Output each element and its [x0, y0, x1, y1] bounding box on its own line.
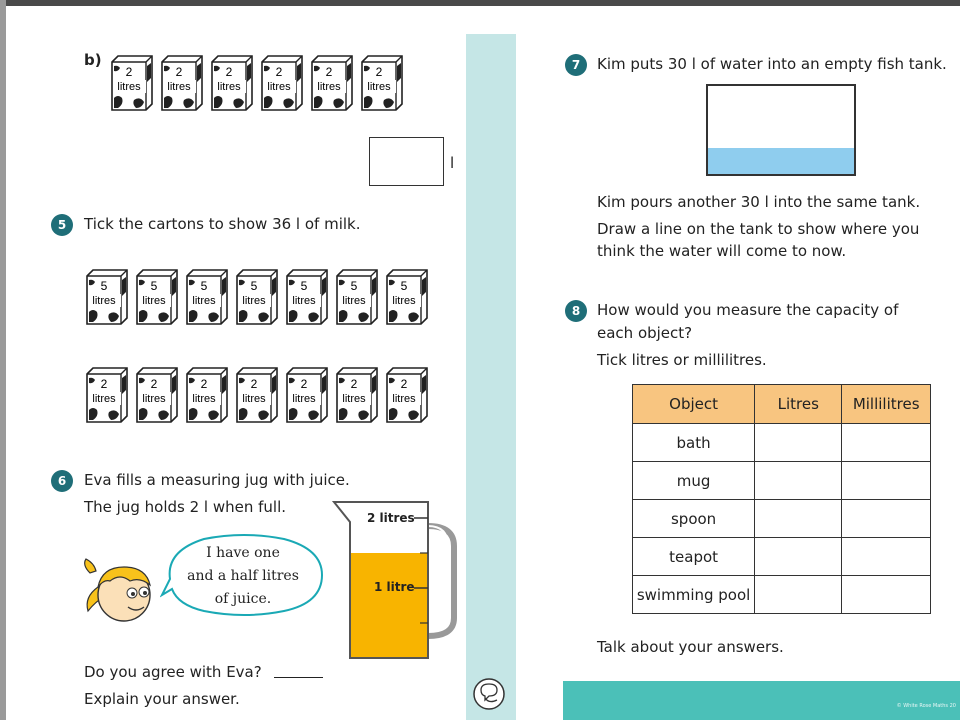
litres-tick-cell[interactable]	[755, 538, 842, 576]
milk-carton[interactable]	[310, 54, 354, 112]
object-cell: swimming pool	[633, 576, 755, 614]
milk-carton[interactable]	[185, 268, 229, 326]
carton-unit-label: litres	[92, 393, 116, 405]
header-litres: Litres	[755, 385, 842, 424]
speech-line-2: and a half litres	[187, 568, 299, 584]
millilitres-tick-cell[interactable]	[842, 538, 931, 576]
carton-unit-label: litres	[192, 393, 216, 405]
milk-carton-icon	[360, 54, 404, 112]
milk-carton[interactable]	[210, 54, 254, 112]
object-cell: spoon	[633, 500, 755, 538]
carton-unit-label: litres	[267, 81, 291, 93]
object-cell: teapot	[633, 538, 755, 576]
answer-box-litres[interactable]	[369, 137, 444, 186]
carton-value-label: 2	[200, 377, 208, 391]
question-6-line1: Eva fills a measuring jug with juice.	[84, 471, 350, 489]
question-number-5: 5	[51, 214, 73, 236]
milk-carton[interactable]	[385, 268, 429, 326]
carton-value-label: 2	[325, 65, 333, 79]
milk-carton-icon	[260, 54, 304, 112]
carton-unit-label: litres	[292, 393, 316, 405]
millilitres-tick-cell[interactable]	[842, 500, 931, 538]
jug-2-litres-label: 2 litres	[367, 511, 415, 525]
carton-unit-label: litres	[217, 81, 241, 93]
table-row	[633, 538, 931, 576]
carton-unit-label: litres	[342, 393, 366, 405]
carton-value-label: 5	[200, 279, 208, 293]
header-millilitres: Millilitres	[842, 385, 931, 424]
carton-value-label: 2	[225, 65, 233, 79]
speech-line-1: I have one	[206, 545, 280, 561]
milk-carton[interactable]	[85, 268, 129, 326]
carton-unit-label: litres	[292, 295, 316, 307]
window-top-border	[0, 0, 960, 6]
milk-carton-icon	[285, 366, 329, 424]
milk-carton-icon	[85, 268, 129, 326]
milk-carton-icon	[85, 366, 129, 424]
milk-carton-icon	[210, 54, 254, 112]
discussion-icon	[473, 678, 505, 710]
carton-value-label: 5	[300, 279, 308, 293]
carton-unit-label: litres	[392, 393, 416, 405]
litres-tick-cell[interactable]	[755, 424, 842, 462]
milk-carton-icon	[385, 268, 429, 326]
carton-row-2-litres	[110, 54, 404, 112]
milk-carton[interactable]	[85, 366, 129, 424]
carton-value-label: 5	[400, 279, 408, 293]
carton-row-5-litres	[85, 268, 429, 326]
milk-carton[interactable]	[160, 54, 204, 112]
milk-carton[interactable]	[260, 54, 304, 112]
question-7-line2: Kim pours another 30 l into the same tank.	[597, 193, 921, 211]
page-gutter	[466, 34, 516, 720]
question-number-7: 7	[565, 54, 587, 76]
milk-carton-icon	[335, 268, 379, 326]
carton-unit-label: litres	[392, 295, 416, 307]
table-header-row	[633, 385, 931, 424]
milk-carton[interactable]	[235, 366, 279, 424]
table-row	[633, 424, 931, 462]
carton-unit-label: litres	[192, 295, 216, 307]
carton-unit-label: litres	[92, 295, 116, 307]
milk-carton-icon	[160, 54, 204, 112]
carton-value-label: 5	[350, 279, 358, 293]
carton-value-label: 2	[250, 377, 258, 391]
milk-carton-icon	[110, 54, 154, 112]
milk-carton[interactable]	[385, 366, 429, 424]
jug-1-litre-label: 1 litre	[374, 580, 415, 594]
table-row	[633, 500, 931, 538]
question-6-line2: The jug holds 2 l when full.	[84, 498, 287, 516]
milk-carton-icon	[235, 366, 279, 424]
page-footer	[563, 681, 960, 720]
speech-line-3: of juice.	[214, 591, 272, 607]
carton-value-label: 2	[175, 65, 183, 79]
millilitres-tick-cell[interactable]	[842, 424, 931, 462]
question-8-text3: Tick litres or millilitres.	[597, 351, 767, 369]
carton-value-label: 2	[125, 65, 133, 79]
carton-unit-label: litres	[242, 393, 266, 405]
explain-prompt: Explain your answer.	[84, 690, 240, 708]
agree-question: Do you agree with Eva?	[84, 663, 262, 681]
table-row	[633, 462, 931, 500]
question-7-text: Kim puts 30 l of water into an empty fish tank.	[597, 55, 947, 73]
milk-carton[interactable]	[285, 268, 329, 326]
milk-carton[interactable]	[335, 268, 379, 326]
milk-carton-icon	[310, 54, 354, 112]
carton-unit-label: litres	[367, 81, 391, 93]
header-object: Object	[633, 385, 755, 424]
table-row	[633, 576, 931, 614]
carton-value-label: 2	[275, 65, 283, 79]
milk-carton[interactable]	[235, 268, 279, 326]
carton-value-label: 2	[300, 377, 308, 391]
eva-face-icon	[80, 557, 162, 623]
milk-carton-icon	[235, 268, 279, 326]
carton-unit-label: litres	[117, 81, 141, 93]
carton-unit-label: litres	[167, 81, 191, 93]
carton-value-label: 2	[400, 377, 408, 391]
question-5-text: Tick the cartons to show 36 l of milk.	[84, 215, 361, 233]
carton-value-label: 2	[375, 65, 383, 79]
agree-answer-line[interactable]	[274, 677, 323, 678]
milk-carton-icon	[385, 366, 429, 424]
question-8-text1: How would you measure the capacity of	[597, 301, 899, 319]
milk-carton[interactable]	[360, 54, 404, 112]
capacity-table	[632, 384, 931, 614]
milk-carton-icon	[335, 366, 379, 424]
question-number-8: 8	[565, 300, 587, 322]
millilitres-tick-cell[interactable]	[842, 462, 931, 500]
eva-speech-text	[182, 542, 304, 611]
carton-value-label: 2	[150, 377, 158, 391]
carton-row-2-litres-second	[85, 366, 429, 424]
object-cell: mug	[633, 462, 755, 500]
carton-value-label: 2	[350, 377, 358, 391]
milk-carton[interactable]	[135, 366, 179, 424]
answer-unit-label: l	[450, 154, 455, 172]
millilitres-tick-cell[interactable]	[842, 576, 931, 614]
carton-value-label: 5	[150, 279, 158, 293]
milk-carton[interactable]	[135, 268, 179, 326]
copyright-text: © White Rose Maths 20	[896, 703, 956, 709]
milk-carton-icon	[185, 268, 229, 326]
carton-unit-label: litres	[242, 295, 266, 307]
milk-carton-icon	[285, 268, 329, 326]
litres-tick-cell[interactable]	[755, 576, 842, 614]
milk-carton[interactable]	[285, 366, 329, 424]
talk-prompt: Talk about your answers.	[597, 638, 784, 656]
carton-unit-label: litres	[142, 295, 166, 307]
object-cell: bath	[633, 424, 755, 462]
milk-carton-icon	[135, 366, 179, 424]
question-4b-label: b)	[84, 51, 102, 69]
fish-tank-icon[interactable]	[706, 84, 856, 176]
question-number-6: 6	[51, 470, 73, 492]
litres-tick-cell[interactable]	[755, 500, 842, 538]
carton-unit-label: litres	[142, 393, 166, 405]
milk-carton-icon	[135, 268, 179, 326]
carton-unit-label: litres	[317, 81, 341, 93]
milk-carton[interactable]	[335, 366, 379, 424]
window-left-border	[0, 0, 6, 720]
litres-tick-cell[interactable]	[755, 462, 842, 500]
milk-carton-icon	[185, 366, 229, 424]
carton-value-label: 5	[100, 279, 108, 293]
question-8-text2: each object?	[597, 324, 693, 342]
question-7-line3: Draw a line on the tank to show where you	[597, 220, 920, 238]
question-7-line4: think the water will come to now.	[597, 242, 847, 260]
milk-carton[interactable]	[110, 54, 154, 112]
carton-value-label: 5	[250, 279, 258, 293]
carton-unit-label: litres	[342, 295, 366, 307]
carton-value-label: 2	[100, 377, 108, 391]
milk-carton[interactable]	[185, 366, 229, 424]
